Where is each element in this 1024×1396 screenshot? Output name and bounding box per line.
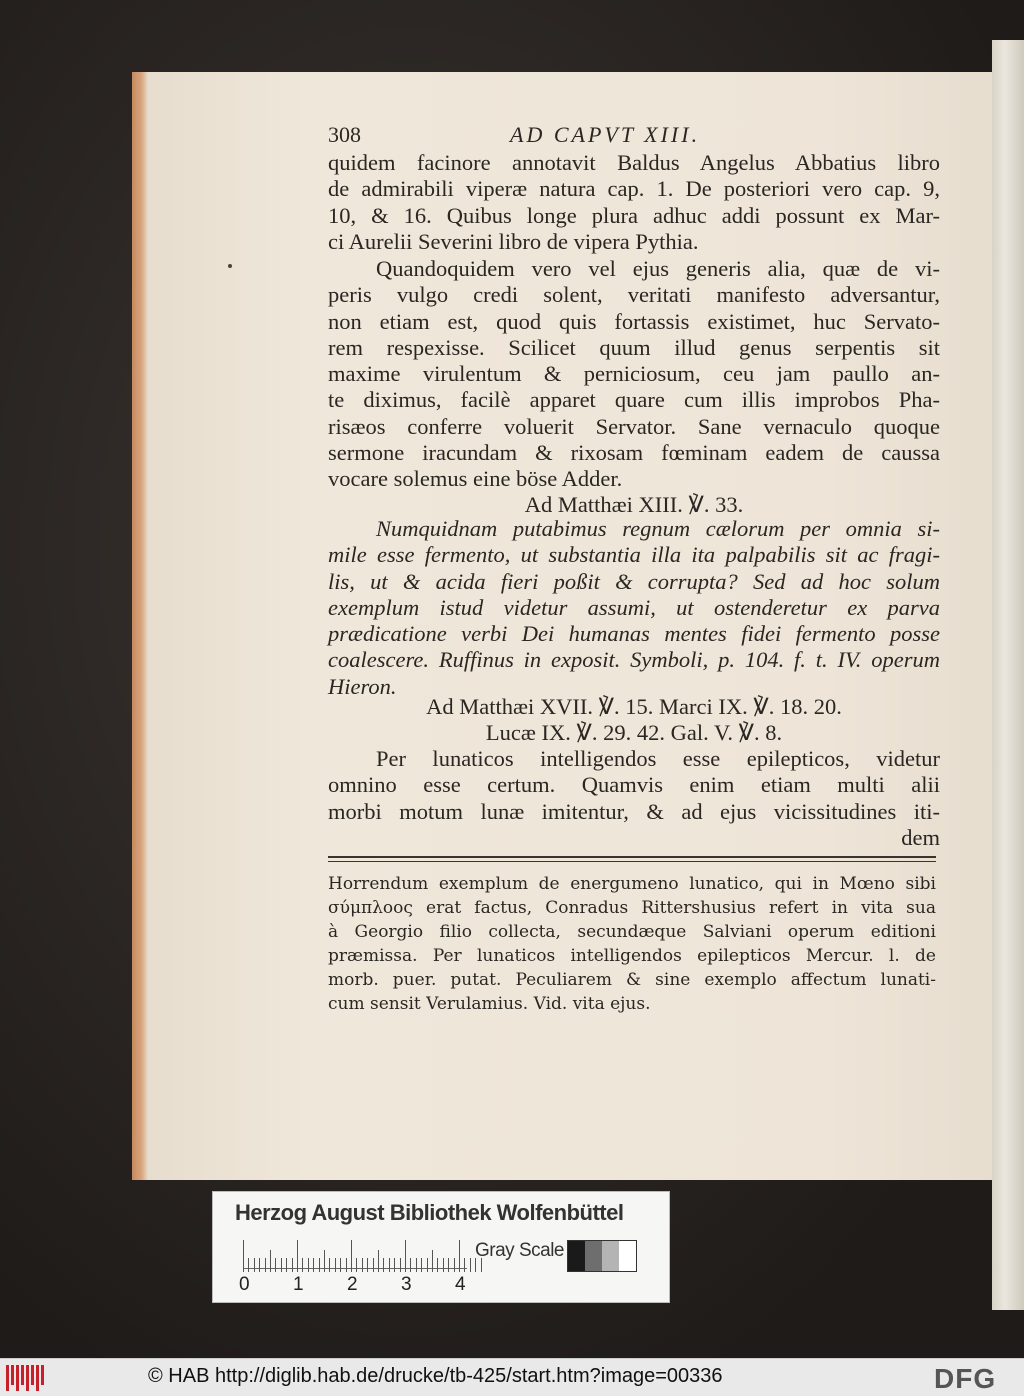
logo-bar (6, 1365, 9, 1391)
ruler-number: 3 (401, 1274, 412, 1295)
paragraph-4 (328, 746, 940, 851)
ruler-tick (470, 1258, 471, 1272)
paragraph-1 (328, 150, 940, 255)
ruler-numbers (235, 1274, 475, 1298)
text-line: Quandoquidem vero vel ejus generis alia, quæ de vi- (376, 256, 940, 281)
logo-bar (36, 1365, 39, 1391)
footnote-line: σύμπλοος erat factus, Conradus Rittershusius refert in vita sua (328, 898, 936, 918)
logo-bar (41, 1365, 44, 1385)
ruler-tick (464, 1258, 465, 1272)
ruler-tick (367, 1258, 368, 1272)
ruler-tick (459, 1240, 460, 1272)
text-line: rem respexisse. Scilicet quum illud genus serpentis sit (328, 334, 940, 360)
gray-scale-label: Gray Scale (475, 1240, 564, 1261)
ruler-tick (362, 1258, 363, 1272)
heading-text: Ad Matthæi XVII. ℣. 15. Marci IX. ℣. 18. 20. (426, 694, 842, 719)
text-line: coalescere. Ruffinus in exposit. Symboli, p. 104. f. t. IV. operum (328, 647, 940, 673)
viewer-footer (0, 1358, 1024, 1396)
ruler-tick (313, 1258, 314, 1272)
ruler-tick (400, 1258, 401, 1272)
ruler-tick (405, 1240, 406, 1272)
running-head: AD CAPVT XIII. (510, 122, 701, 147)
ruler-number: 4 (455, 1274, 466, 1295)
ruler-tick (356, 1258, 357, 1272)
hab-logo-icon (6, 1365, 46, 1391)
ruler-tick (254, 1258, 255, 1272)
ruler-tick (346, 1258, 347, 1272)
text-line: exemplum istud videtur assumi, ut ostenderetur ex parva (328, 594, 940, 620)
gray-swatch (585, 1241, 602, 1271)
institution-name: Herzog August Bibliothek Wolfenbüttel (235, 1200, 624, 1225)
ruler-tick (319, 1258, 320, 1272)
ruler-tick (421, 1258, 422, 1272)
ruler-tick (324, 1250, 325, 1272)
heading-text: Lucæ IX. ℣. 29. 42. Gal. V. ℣. 8. (485, 720, 783, 746)
logo-bar (16, 1365, 19, 1391)
ruler-tick (297, 1240, 298, 1272)
logo-bar (21, 1365, 24, 1385)
ruler-tick (383, 1258, 384, 1272)
ruler-tick (378, 1250, 379, 1272)
ruler-baseline (243, 1268, 467, 1269)
ruler-tick (373, 1258, 374, 1272)
gray-swatch (619, 1241, 636, 1271)
scale-ruler (243, 1236, 467, 1272)
ruler-tick (340, 1258, 341, 1272)
text-line: maxime virulentum & perniciosum, ceu jam paullo an- (328, 361, 940, 387)
section-heading-2 (328, 694, 940, 747)
ruler-tick (265, 1258, 266, 1272)
text-line: te diximus, facilè apparet quare cum illis improbos Pha- (328, 387, 940, 413)
ruler-tick (248, 1258, 249, 1272)
text-line: peris vulgo credi solent, veritati manifesto adversantur, (328, 282, 940, 308)
text-line: sermone iracundam & rixosam fœminam eadem de caussa (328, 440, 940, 466)
ruler-tick (432, 1250, 433, 1272)
text-line: omnino esse certum. Quamvis enim etiam multi alii (328, 772, 940, 798)
text-line: mile esse fermento, ut substantia illa ita palpabilis sit ac fragi- (328, 542, 940, 568)
text-line: de admirabili viperæ natura cap. 1. De posteriori vero cap. 9, (328, 176, 940, 202)
paragraph-3-quote (328, 516, 940, 700)
ruler-number: 2 (347, 1274, 358, 1295)
heading-text: Ad Matthæi XIII. ℣. 33. (524, 492, 744, 517)
gray-swatch (602, 1241, 619, 1271)
ruler-tick (351, 1240, 352, 1272)
ruler-number: 1 (293, 1274, 304, 1295)
footnote-rule-thin (328, 861, 936, 862)
ruler-tick (416, 1258, 417, 1272)
logo-bar (11, 1365, 14, 1385)
logo-bar (26, 1365, 29, 1391)
ruler-tick (454, 1258, 455, 1272)
ruler-number: 0 (239, 1274, 250, 1295)
ruler-tick (443, 1258, 444, 1272)
ruler-tick (437, 1258, 438, 1272)
text-line: morbi motum lunæ imitentur, & ad ejus vicissitudines iti- (328, 798, 940, 824)
footnote-rule (328, 856, 936, 858)
logo-bar (31, 1365, 34, 1385)
margin-mark (228, 264, 232, 268)
ruler-tick (259, 1258, 260, 1272)
ruler-tick (335, 1258, 336, 1272)
text-line: risæos conferre voluerit Servator. Sane vernaculo quoque (328, 413, 940, 439)
footnote-line: Horrendum exemplum de energumeno lunatico, qui in Mœno sibi (328, 874, 936, 894)
ruler-tick (275, 1258, 276, 1272)
copyright-link[interactable]: © HAB http://diglib.hab.de/drucke/tb-425/start.htm?image=00336 (148, 1365, 723, 1387)
ruler-tick (394, 1258, 395, 1272)
text-line: 10, & 16. Quibus longe plura adhuc addi possunt ex Mar- (328, 202, 940, 228)
text-line: Numquidnam putabimus regnum cælorum per omnia si- (376, 516, 940, 541)
ruler-tick (302, 1258, 303, 1272)
ruler-tick (329, 1258, 330, 1272)
page-header (328, 122, 940, 148)
text-line: lis, ut & acida fieri poßit & corrupta? Sed ad hoc solum (328, 568, 940, 594)
page-number: 308 (328, 122, 361, 147)
gray-swatch (568, 1241, 585, 1271)
text-line: Per lunaticos intelligendos esse epilepticos, videtur (376, 746, 940, 771)
ruler-tick (308, 1258, 309, 1272)
ruler-tick (286, 1258, 287, 1272)
next-page-edge (992, 40, 1024, 1310)
text-line: prædicatione verbi Dei humanas mentes fidei fermento posse (328, 621, 940, 647)
footnote-line: cum sensit Verulamius. Vid. vita ejus. (328, 994, 651, 1014)
ruler-tick (448, 1258, 449, 1272)
ruler-tick (389, 1258, 390, 1272)
ruler-tick (410, 1258, 411, 1272)
ruler-tick (292, 1258, 293, 1272)
ruler-tick (270, 1250, 271, 1272)
text-line: ci Aurelii Severini libro de vipera Pythia. (328, 228, 699, 254)
gray-scale-swatches (567, 1240, 637, 1272)
section-heading-1 (328, 492, 940, 518)
text-line: quidem facinore annotavit Baldus Angelus Abbatius libro (328, 150, 940, 175)
text-line: non etiam est, quod quis fortassis existimet, huc Servato- (328, 308, 940, 334)
text-line: Hieron. (328, 673, 397, 699)
text-line: vocare solemus eine böse Adder. (328, 466, 623, 492)
footnote (328, 872, 936, 1016)
paragraph-2 (328, 256, 940, 493)
footnote-line: præmissa. Per lunaticos intelligendos epilepticos Mercur. l. de (328, 946, 936, 966)
ruler-tick (281, 1258, 282, 1272)
footnote-line: à Georgio filio collecta, secundæque Salviani operum editioni (328, 922, 936, 942)
ruler-tick (427, 1258, 428, 1272)
footnote-line: morb. puer. putat. Peculiarem & sine exemplo affectum lunati- (328, 970, 936, 990)
catchword: dem (901, 824, 940, 850)
page-binding-edge (132, 72, 148, 1180)
scan-label-card (212, 1191, 670, 1303)
dfg-logo: DFG (934, 1363, 997, 1394)
ruler-tick (243, 1240, 244, 1272)
